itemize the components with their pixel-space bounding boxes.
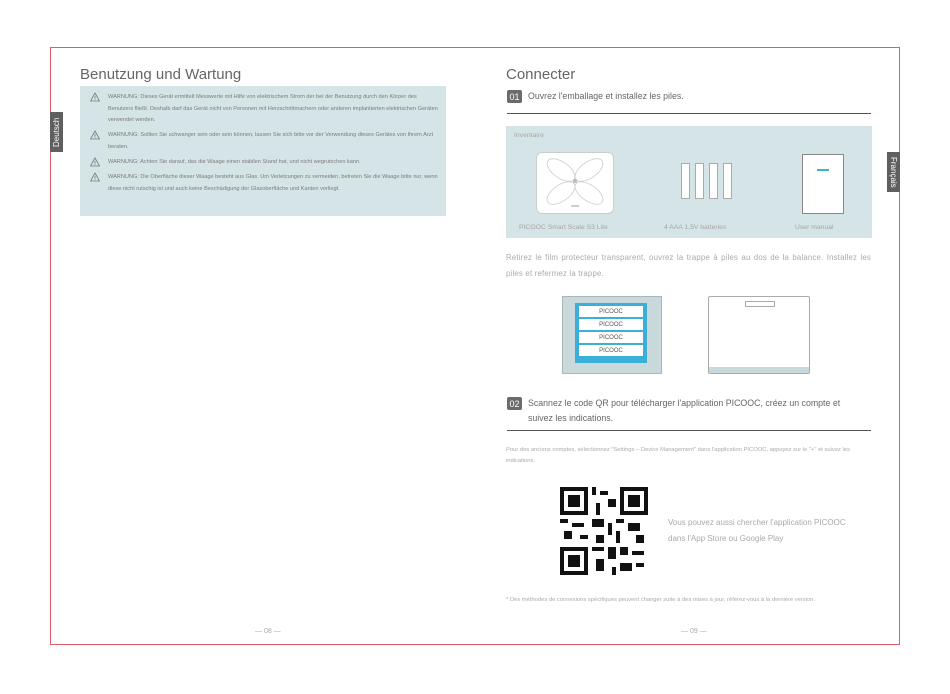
batteries-illustration [681, 163, 731, 199]
scale-illustration [536, 152, 614, 214]
battery-icon: PICOOC [579, 345, 643, 356]
warning-text: WARNUNG: Dieses Gerät ermittelt Messwerte mit Hilfe von elektrischem Strom der bei der Benutzung durch den Körper des Benutzers fließt. Deshalb darf das Gerät nicht von Personen mit Herzschrittmachern oder anderen implantierten elektrischen Geräten verwendet werden. [108, 94, 438, 124]
left-page-title: Benutzung und Wartung [80, 66, 242, 83]
warning-triangle-icon [90, 92, 100, 102]
step-2-badge: 02 [507, 397, 522, 410]
battery-icon: PICOOC [579, 306, 643, 317]
inventory-item-scale: PICOOC Smart Scale S3 Lite [519, 224, 608, 231]
left-page-number: — 08 — [255, 628, 281, 635]
right-page-title: Connecter [506, 66, 576, 83]
battery-compartment-illustration [562, 296, 662, 374]
battery-icon [695, 163, 704, 199]
step-1-text: Ouvrez l'emballage et installez les piles. [528, 91, 684, 101]
inventory-panel [506, 126, 872, 238]
warning-triangle-icon [90, 172, 100, 182]
qr-code [560, 487, 648, 575]
warning-triangle-icon [90, 157, 100, 167]
closed-compartment-illustration [708, 296, 810, 374]
manual-illustration [802, 154, 844, 214]
battery-icon: PICOOC [579, 332, 643, 343]
warning-item [90, 92, 438, 127]
step-2-text: Scannez le code QR pour télécharger l'application PICOOC, créez un compte et suivez les indications. [528, 398, 841, 423]
warning-item [90, 157, 438, 169]
step-1-instructions: Retirez le film protecteur transparent, ouvrez la trappe à piles au dos de la balance. Installez les piles et refermez la trappe. [506, 253, 871, 278]
language-tab-francais: Français [887, 152, 900, 192]
warning-text: WARNUNG: Sollten Sie schwanger sein oder sein können, lassen Sie sich bitte vor der Verwendung dieses Gerätes von Ihrem Arzt beraten. [108, 132, 434, 150]
footnote: * Des méthodes de connexions spécifiques peuvent changer suite à des mises à jour, référez-vous à la dernière version. [506, 597, 816, 603]
warning-item [90, 172, 438, 195]
qr-code-icon [560, 487, 648, 575]
manual-logo [817, 169, 829, 171]
battery-icon: PICOOC [579, 319, 643, 330]
warning-text: WARNUNG: Die Oberfläche dieser Waage besteht aus Glas. Um Verletzungen zu vermeiden, betreten Sie die Waage bitte nur, wenn diese nicht rutschig ist und auch keine Beschädigung der Glasoberfläche und Kanten vorliegt. [108, 174, 438, 192]
step-2-note: Pour des anciens comptes, sélectionnez "Settings – Device Management" dans l'application PICOOC, appuyez sur le "+" et suivez les indications. [506, 447, 850, 464]
inventory-item-manual: User manual [795, 224, 834, 231]
inventory-title: Inventaire [514, 132, 544, 139]
inventory-item-batteries: 4 AAA 1.5V batteries [664, 224, 727, 231]
scale-icon [537, 153, 613, 213]
divider [507, 113, 871, 114]
language-tab-deutsch: Deutsch [50, 112, 63, 152]
warning-triangle-icon [90, 130, 100, 140]
warning-item [90, 130, 438, 153]
qr-caption: Vous pouvez aussi chercher l'application PICOOC dans l'App Store ou Google Play [668, 518, 846, 543]
warning-text: WARNUNG: Achten Sie darauf, das die Waage einen stabilen Stand hat, und nicht wegrutschen kann. [108, 159, 361, 165]
compartment-latch [745, 301, 775, 307]
battery-icon [709, 163, 718, 199]
right-page-number: — 09 — [681, 628, 707, 635]
battery-icon [681, 163, 690, 199]
warning-panel [80, 86, 446, 216]
battery-icon [723, 163, 732, 199]
divider [507, 430, 871, 431]
compartment-base [709, 367, 809, 373]
step-1-badge: 01 [507, 90, 522, 103]
